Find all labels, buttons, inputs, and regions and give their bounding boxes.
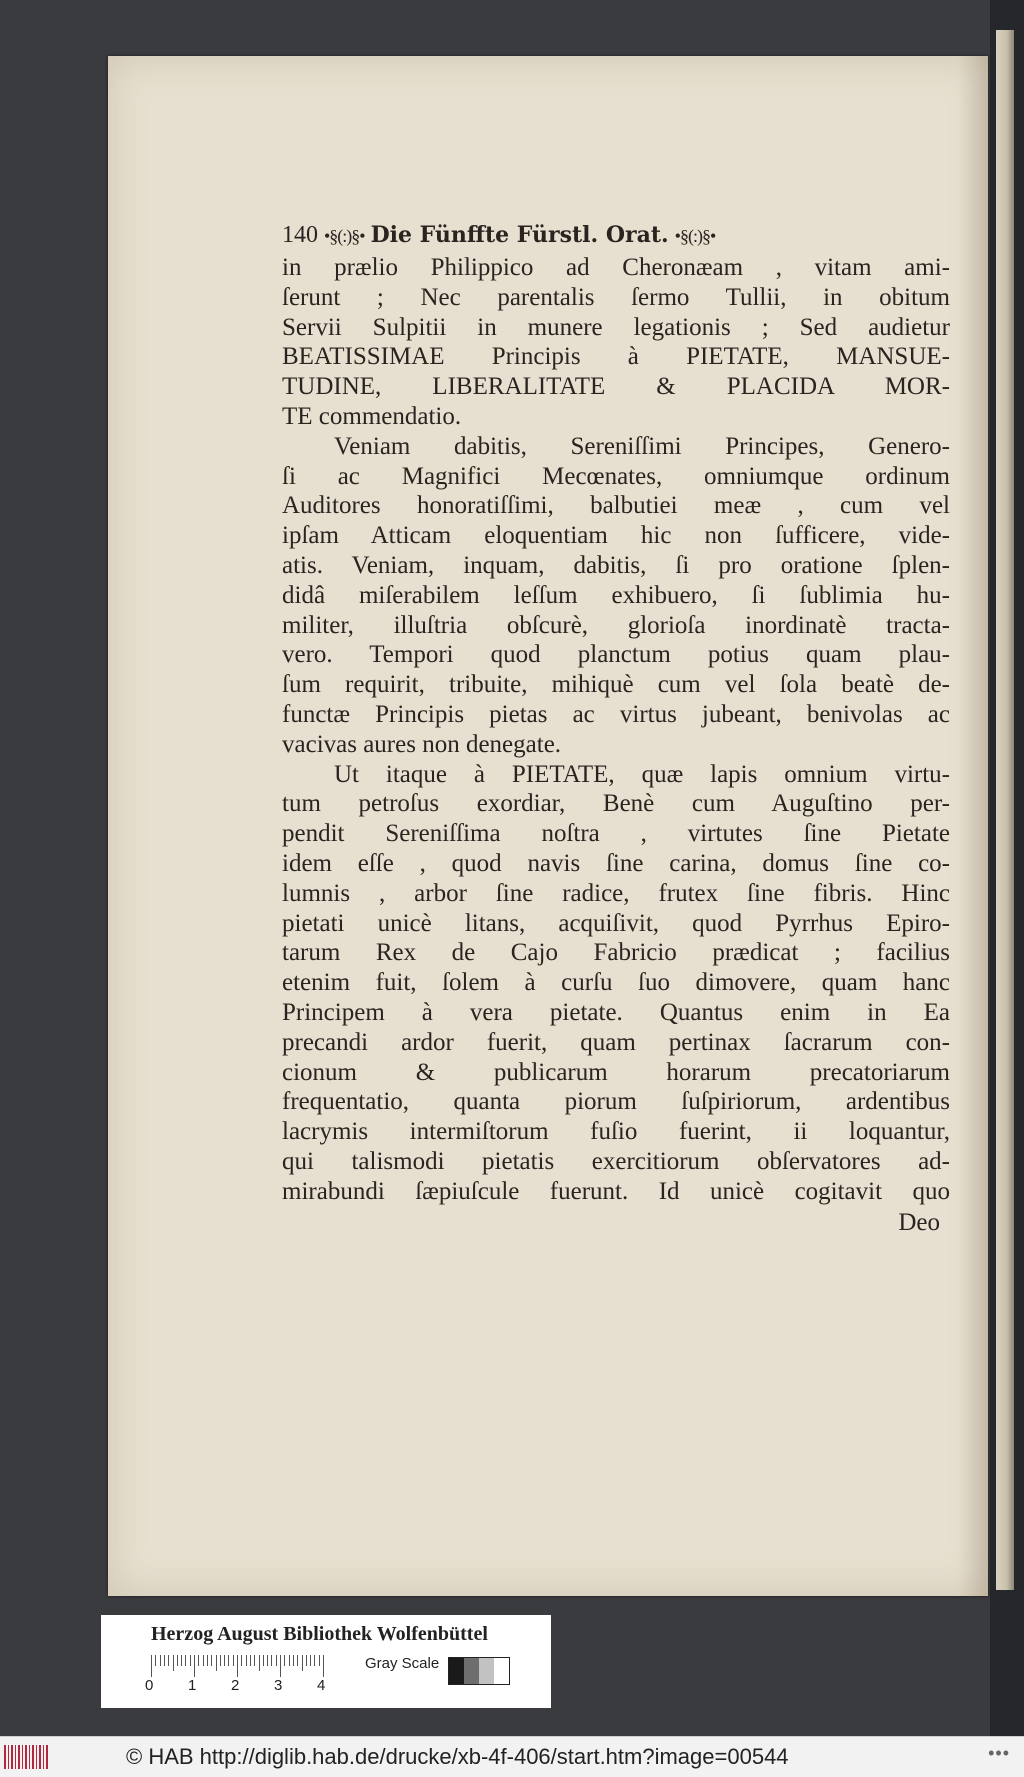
ruler-tick: [306, 1655, 307, 1666]
ruler-tick: [151, 1655, 152, 1677]
text-line: ſum requirit, tribuite, mihiquè cum vel ſola beatè de-: [282, 671, 950, 699]
ruler-tick: [259, 1655, 260, 1671]
text-line: etenim fuit, ſolem à curſu ſuo dimovere, quam hanc: [282, 969, 950, 997]
ruler-tick: [246, 1655, 247, 1666]
ruler-tick: [319, 1655, 320, 1666]
text-line: ſerunt ; Nec parentalis ſermo Tullii, in obitum: [282, 283, 950, 311]
ruler-tick: [250, 1655, 251, 1666]
ruler-tick: [194, 1655, 195, 1677]
ruler-tick: [297, 1655, 298, 1666]
ruler-tick: [198, 1655, 199, 1666]
text-line: frequentatio, quanta piorum ſuſpiriorum, ardentibus: [282, 1088, 950, 1116]
text-line: militer, illuſtria obſcurè, glorioſa inordinatè tracta-: [282, 611, 950, 639]
text-line: vero. Tempori quod planctum potius quam plau-: [282, 641, 950, 669]
text-line: pietati unicè litans, acquiſivit, quod Pyrrhus Epiro-: [282, 909, 950, 937]
ruler-tick: [203, 1655, 204, 1666]
copyright-link[interactable]: © HAB http://diglib.hab.de/drucke/xb-4f-406/start.htm?image=00544: [126, 1744, 789, 1769]
text-line: BEATISSIMAE Principis à PIETATE, MANSUE-: [282, 343, 950, 371]
ruler-tick: [310, 1655, 311, 1666]
ruler-tick: [284, 1655, 285, 1666]
text-line: Ut itaque à PIETATE, quæ lapis omnium virtu-: [334, 760, 950, 788]
text-line: lacrymis intermiſtorum fuſio fuerint, ii loquantur,: [282, 1118, 950, 1146]
ruler-tick: [190, 1655, 191, 1666]
ruler-tick: [289, 1655, 290, 1666]
ornament-left: •§(:)§•: [324, 226, 365, 246]
ruler-tick: [228, 1655, 229, 1666]
gray-swatch-cell: [464, 1658, 479, 1684]
ellipsis-icon[interactable]: •••: [988, 1743, 1010, 1763]
running-head: [282, 217, 950, 253]
text-line: pendit Sereniſſima noſtra , virtutes ſine Pietate: [282, 820, 950, 848]
scale-number: 2: [231, 1677, 240, 1694]
text-line: Veniam dabitis, Sereniſſimi Principes, Genero-: [334, 432, 950, 460]
ruler-tick: [216, 1655, 217, 1671]
ruler-tick: [220, 1655, 221, 1666]
ruler-tick: [185, 1655, 186, 1666]
ruler-tick: [314, 1655, 315, 1666]
ruler-tick: [155, 1655, 156, 1666]
ruler-tick: [293, 1655, 294, 1666]
ruler-tick: [173, 1655, 174, 1671]
gray-scale-swatch: [448, 1657, 510, 1685]
ruler-tick: [160, 1655, 161, 1666]
ruler-tick: [211, 1655, 212, 1666]
adjacent-page-edge: [990, 0, 1024, 1736]
text-line: idem eſſe , quod navis ſine carina, domus ſine co-: [282, 849, 950, 877]
text-line: in prælio Philippico ad Cheronæam , vitam ami-: [282, 254, 950, 281]
text-line: Principem à vera pietate. Quantus enim in Ea: [282, 998, 950, 1026]
ruler-tick: [164, 1655, 165, 1666]
page-text: [282, 217, 950, 1237]
ruler-tick: [267, 1655, 268, 1666]
ruler-tick: [207, 1655, 208, 1666]
ruler-tick: [241, 1655, 242, 1666]
text-line: qui talismodi pietatis exercitiorum obſervatores ad-: [282, 1147, 950, 1175]
text-line: TUDINE, LIBERALITATE & PLACIDA MOR-: [282, 373, 950, 401]
ruler-tick: [237, 1655, 238, 1677]
scale-number: 1: [188, 1677, 197, 1694]
ruler-tick: [302, 1655, 303, 1671]
scale-numbers: [145, 1677, 365, 1697]
text-line: vacivas aures non denegate.: [282, 730, 562, 758]
ornament-right: •§(:)§•: [674, 226, 716, 246]
library-color-card: [101, 1615, 551, 1708]
gray-swatch-cell: [449, 1658, 464, 1684]
ruler-tick: [181, 1655, 182, 1666]
ruler-tick: [177, 1655, 178, 1666]
text-line: lumnis , arbor ſine radice, frutex ſine fibris. Hinc: [282, 879, 950, 907]
scale-ruler: [151, 1655, 351, 1677]
scale-number: 0: [145, 1677, 154, 1694]
status-bar: [0, 1736, 1024, 1777]
ruler-tick: [276, 1655, 277, 1666]
text-line: tum petroſus exordiar, Benè cum Auguſtino per-: [282, 790, 950, 818]
body-lines: [282, 253, 950, 1207]
barcode-icon: [4, 1745, 48, 1769]
ruler-tick: [323, 1655, 324, 1677]
ruler-tick: [271, 1655, 272, 1666]
ruler-tick: [263, 1655, 264, 1666]
text-line: Servii Sulpitii in munere legationis ; Sed audietur: [282, 313, 950, 341]
text-line: ipſam Atticam eloquentiam hic non ſufficere, vide-: [282, 522, 950, 550]
text-line: cionum & publicarum horarum precatoriarum: [282, 1058, 950, 1086]
page-number: 140: [282, 222, 318, 248]
text-line: atis. Veniam, inquam, dabitis, ſi pro oratione ſplen-: [282, 551, 950, 579]
text-line: TE commendatio.: [282, 402, 462, 430]
gray-swatch-cell: [494, 1658, 509, 1684]
gray-scale-label: Gray Scale: [365, 1655, 440, 1672]
gray-swatch-cell: [479, 1658, 494, 1684]
running-title: Die Fünffte Fürstl. Orat.: [370, 222, 669, 248]
text-line: functæ Principis pietas ac virtus jubeant, benivolas ac: [282, 700, 950, 728]
text-line: didâ miſerabilem leſſum exhibuero, ſi ſublimia hu-: [282, 581, 950, 609]
text-line: tarum Rex de Cajo Fabricio prædicat ; facilius: [282, 939, 950, 967]
text-line: mirabundi ſæpiuſcule fuerunt. Id unicè cogitavit quo: [282, 1177, 950, 1205]
text-line: Auditores honoratiſſimi, balbutiei meæ , cum vel: [282, 492, 950, 520]
ruler-tick: [233, 1655, 234, 1666]
catchword: Deo: [898, 1208, 940, 1236]
institution-name: Herzog August Bibliothek Wolfenbüttel: [151, 1623, 488, 1645]
ruler-tick: [224, 1655, 225, 1666]
text-line: precandi ardor fuerit, quam pertinax ſacrarum con-: [282, 1028, 950, 1056]
scale-number: 4: [317, 1677, 326, 1694]
text-line: ſi ac Magnifici Mecœnates, omniumque ordinum: [282, 462, 950, 490]
ruler-tick: [280, 1655, 281, 1677]
scale-number: 3: [274, 1677, 283, 1694]
ruler-tick: [254, 1655, 255, 1666]
ruler-tick: [168, 1655, 169, 1666]
